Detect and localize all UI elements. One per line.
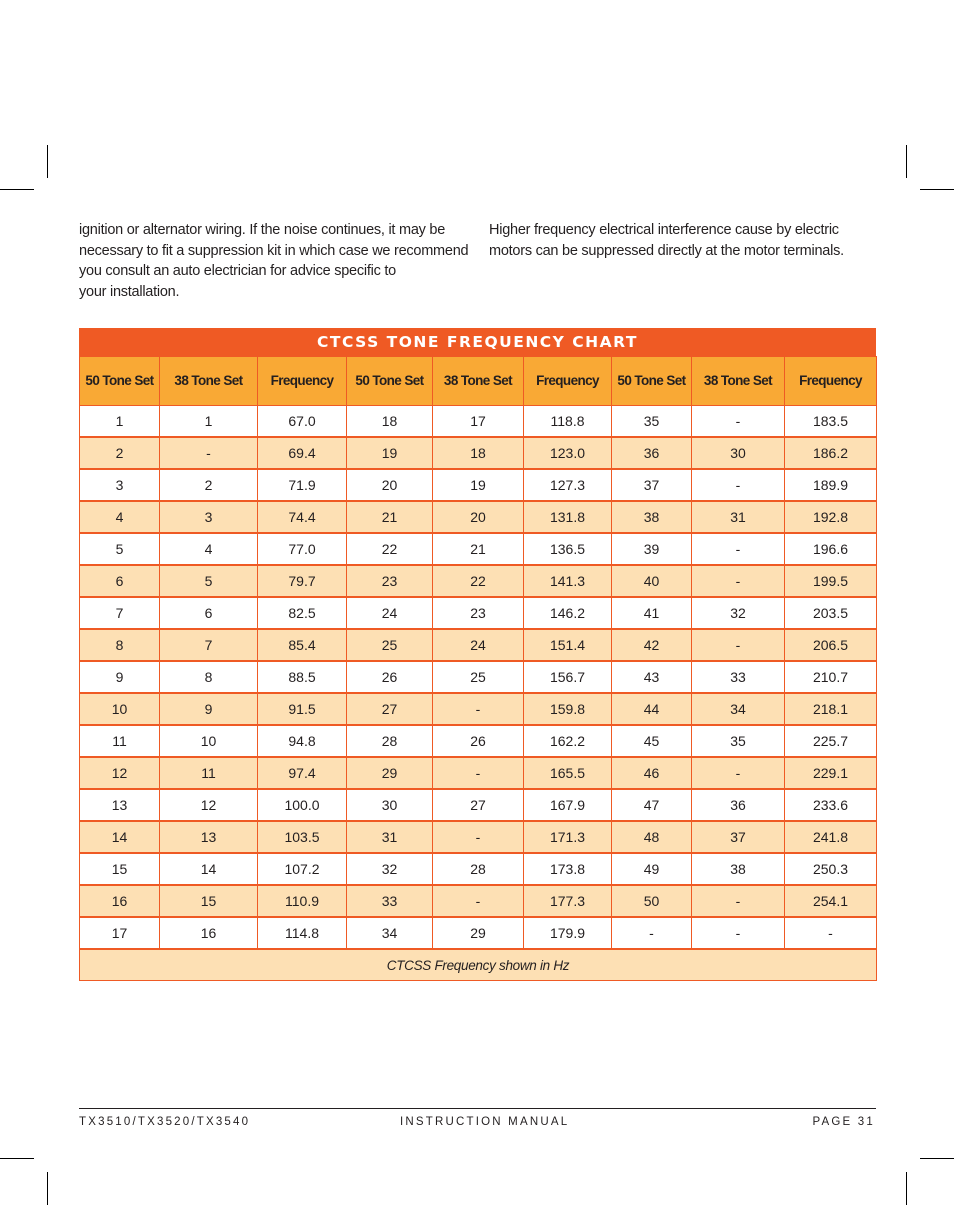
table-header-row bbox=[80, 357, 877, 406]
table-cell: 3 bbox=[80, 469, 160, 501]
crop-mark bbox=[906, 1172, 907, 1205]
table-cell: 7 bbox=[160, 629, 258, 661]
table-footnote-row bbox=[80, 949, 877, 981]
column-header: 38 Tone Set bbox=[692, 357, 785, 406]
table-cell: 165.5 bbox=[524, 757, 612, 789]
table-cell: 27 bbox=[347, 693, 433, 725]
table-cell: 28 bbox=[433, 853, 524, 885]
text-line: ignition or alternator wiring. If the noise continues, it may be bbox=[79, 222, 446, 238]
table-cell: 123.0 bbox=[524, 437, 612, 469]
table-cell: 159.8 bbox=[524, 693, 612, 725]
table-cell: 22 bbox=[433, 565, 524, 597]
table-footnote: CTCSS Frequency shown in Hz bbox=[80, 949, 877, 981]
table-cell: 100.0 bbox=[258, 789, 347, 821]
table-row bbox=[80, 501, 877, 533]
table-cell: - bbox=[692, 565, 785, 597]
table-cell: - bbox=[433, 757, 524, 789]
table-cell: 21 bbox=[433, 533, 524, 565]
crop-mark bbox=[906, 145, 907, 178]
table-cell: 114.8 bbox=[258, 917, 347, 949]
table-row bbox=[80, 565, 877, 597]
table-cell: 12 bbox=[160, 789, 258, 821]
table-cell: 47 bbox=[612, 789, 692, 821]
table-cell: 23 bbox=[347, 565, 433, 597]
table-cell: 38 bbox=[692, 853, 785, 885]
table-cell: 177.3 bbox=[524, 885, 612, 917]
table-cell: - bbox=[692, 757, 785, 789]
table-cell: 31 bbox=[347, 821, 433, 853]
table-cell: 189.9 bbox=[785, 469, 877, 501]
table-cell: 45 bbox=[612, 725, 692, 757]
column-header: 38 Tone Set bbox=[160, 357, 258, 406]
table-cell: 28 bbox=[347, 725, 433, 757]
table-cell: 44 bbox=[612, 693, 692, 725]
table-cell: 229.1 bbox=[785, 757, 877, 789]
column-header: 50 Tone Set bbox=[612, 357, 692, 406]
table-row bbox=[80, 757, 877, 789]
table-cell: 2 bbox=[160, 469, 258, 501]
table-cell: 88.5 bbox=[258, 661, 347, 693]
table-cell: 71.9 bbox=[258, 469, 347, 501]
table-cell: 38 bbox=[612, 501, 692, 533]
table-row bbox=[80, 885, 877, 917]
table-cell: 77.0 bbox=[258, 533, 347, 565]
table-row bbox=[80, 853, 877, 885]
table-cell: 254.1 bbox=[785, 885, 877, 917]
table-cell: 25 bbox=[347, 629, 433, 661]
table-cell: 162.2 bbox=[524, 725, 612, 757]
table-cell: 14 bbox=[80, 821, 160, 853]
table-cell: - bbox=[692, 406, 785, 438]
table-cell: 2 bbox=[80, 437, 160, 469]
table-cell: 203.5 bbox=[785, 597, 877, 629]
table-cell: 40 bbox=[612, 565, 692, 597]
table-cell: 233.6 bbox=[785, 789, 877, 821]
table-cell: 94.8 bbox=[258, 725, 347, 757]
table-cell: - bbox=[692, 629, 785, 661]
footer-rule bbox=[79, 1108, 876, 1109]
table-cell: 23 bbox=[433, 597, 524, 629]
table-row bbox=[80, 661, 877, 693]
column-header: 38 Tone Set bbox=[433, 357, 524, 406]
table-cell: - bbox=[785, 917, 877, 949]
table-cell: 37 bbox=[692, 821, 785, 853]
crop-mark bbox=[47, 145, 48, 178]
ctcss-frequency-table bbox=[79, 356, 877, 981]
column-header: 50 Tone Set bbox=[347, 357, 433, 406]
text-line: motors can be suppressed directly at the motor terminals. bbox=[489, 242, 844, 259]
table-cell: 199.5 bbox=[785, 565, 877, 597]
table-cell: 11 bbox=[160, 757, 258, 789]
table-cell: 26 bbox=[433, 725, 524, 757]
table-cell: 16 bbox=[160, 917, 258, 949]
table-row bbox=[80, 821, 877, 853]
table-cell: 49 bbox=[612, 853, 692, 885]
table-cell: 127.3 bbox=[524, 469, 612, 501]
table-row bbox=[80, 789, 877, 821]
table-cell: 31 bbox=[692, 501, 785, 533]
table-cell: 36 bbox=[612, 437, 692, 469]
table-cell: 85.4 bbox=[258, 629, 347, 661]
table-cell: 8 bbox=[160, 661, 258, 693]
column-header: 50 Tone Set bbox=[80, 357, 160, 406]
table-cell: 35 bbox=[612, 406, 692, 438]
table-cell: 91.5 bbox=[258, 693, 347, 725]
table-cell: 24 bbox=[433, 629, 524, 661]
table-cell: 151.4 bbox=[524, 629, 612, 661]
table-cell: 8 bbox=[80, 629, 160, 661]
table-cell: 183.5 bbox=[785, 406, 877, 438]
table-cell: 29 bbox=[347, 757, 433, 789]
table-cell: 13 bbox=[160, 821, 258, 853]
table-cell: 173.8 bbox=[524, 853, 612, 885]
table-cell: 250.3 bbox=[785, 853, 877, 885]
table-cell: - bbox=[692, 469, 785, 501]
column-header: Frequency bbox=[785, 357, 877, 406]
table-cell: 36 bbox=[692, 789, 785, 821]
table-row bbox=[80, 437, 877, 469]
table-cell: - bbox=[612, 917, 692, 949]
column-header: Frequency bbox=[524, 357, 612, 406]
table-cell: 210.7 bbox=[785, 661, 877, 693]
footer-page-number: PAGE 31 bbox=[812, 1116, 875, 1128]
table-cell: 30 bbox=[347, 789, 433, 821]
table-cell: 74.4 bbox=[258, 501, 347, 533]
table-cell: 6 bbox=[160, 597, 258, 629]
footer-model: TX3510/TX3520/TX3540 bbox=[79, 1116, 251, 1128]
table-cell: 10 bbox=[160, 725, 258, 757]
table-cell: 1 bbox=[160, 406, 258, 438]
table-cell: 167.9 bbox=[524, 789, 612, 821]
table-cell: 14 bbox=[160, 853, 258, 885]
table-cell: 19 bbox=[347, 437, 433, 469]
footer-manual-title: INSTRUCTION MANUAL bbox=[400, 1116, 570, 1128]
table-cell: - bbox=[433, 821, 524, 853]
table-cell: 4 bbox=[160, 533, 258, 565]
table-cell: 5 bbox=[160, 565, 258, 597]
table-cell: 10 bbox=[80, 693, 160, 725]
table-cell: 196.6 bbox=[785, 533, 877, 565]
table-cell: 34 bbox=[347, 917, 433, 949]
table-cell: 79.7 bbox=[258, 565, 347, 597]
table-cell: 18 bbox=[347, 406, 433, 438]
table-cell: 26 bbox=[347, 661, 433, 693]
chart-title: CTCSS TONE FREQUENCY CHART bbox=[79, 328, 876, 356]
table-cell: 9 bbox=[80, 661, 160, 693]
table-cell: 225.7 bbox=[785, 725, 877, 757]
table-cell: 24 bbox=[347, 597, 433, 629]
table-cell: 15 bbox=[160, 885, 258, 917]
table-cell: 41 bbox=[612, 597, 692, 629]
crop-mark bbox=[0, 189, 34, 190]
table-cell: 141.3 bbox=[524, 565, 612, 597]
text-line: Higher frequency electrical interference cause by electric bbox=[489, 222, 839, 238]
table-cell: 4 bbox=[80, 501, 160, 533]
table-cell: 179.9 bbox=[524, 917, 612, 949]
table-cell: 69.4 bbox=[258, 437, 347, 469]
table-cell: 206.5 bbox=[785, 629, 877, 661]
table-cell: 136.5 bbox=[524, 533, 612, 565]
table-row bbox=[80, 469, 877, 501]
table-cell: - bbox=[692, 917, 785, 949]
table-cell: 186.2 bbox=[785, 437, 877, 469]
table-cell: 32 bbox=[347, 853, 433, 885]
table-body bbox=[80, 406, 877, 950]
table-cell: 146.2 bbox=[524, 597, 612, 629]
table-row bbox=[80, 629, 877, 661]
table-cell: 9 bbox=[160, 693, 258, 725]
column-header: Frequency bbox=[258, 357, 347, 406]
table-cell: 30 bbox=[692, 437, 785, 469]
table-cell: 131.8 bbox=[524, 501, 612, 533]
table-cell: 1 bbox=[80, 406, 160, 438]
table-row bbox=[80, 725, 877, 757]
table-row bbox=[80, 917, 877, 949]
table-cell: 156.7 bbox=[524, 661, 612, 693]
table-cell: 3 bbox=[160, 501, 258, 533]
text-line: you consult an auto electrician for advice specific to bbox=[79, 263, 396, 279]
table-cell: 218.1 bbox=[785, 693, 877, 725]
table-cell: 171.3 bbox=[524, 821, 612, 853]
table-cell: 118.8 bbox=[524, 406, 612, 438]
table-cell: 50 bbox=[612, 885, 692, 917]
table-cell: 20 bbox=[433, 501, 524, 533]
table-cell: 25 bbox=[433, 661, 524, 693]
table-cell: 18 bbox=[433, 437, 524, 469]
table-cell: 107.2 bbox=[258, 853, 347, 885]
table-cell: - bbox=[692, 885, 785, 917]
text-line: your installation. bbox=[79, 283, 180, 300]
table-cell: 48 bbox=[612, 821, 692, 853]
table-cell: 97.4 bbox=[258, 757, 347, 789]
table-cell: 241.8 bbox=[785, 821, 877, 853]
table-cell: 110.9 bbox=[258, 885, 347, 917]
table-cell: 192.8 bbox=[785, 501, 877, 533]
body-paragraph-left bbox=[79, 220, 469, 302]
table-cell: 16 bbox=[80, 885, 160, 917]
table-cell: 103.5 bbox=[258, 821, 347, 853]
table-cell: 5 bbox=[80, 533, 160, 565]
table-cell: 39 bbox=[612, 533, 692, 565]
table-cell: - bbox=[160, 437, 258, 469]
crop-mark bbox=[920, 189, 954, 190]
table-cell: 34 bbox=[692, 693, 785, 725]
table-cell: 7 bbox=[80, 597, 160, 629]
table-cell: - bbox=[433, 693, 524, 725]
table-cell: 19 bbox=[433, 469, 524, 501]
crop-mark bbox=[0, 1158, 34, 1159]
table-cell: 17 bbox=[80, 917, 160, 949]
table-cell: 37 bbox=[612, 469, 692, 501]
table-cell: 82.5 bbox=[258, 597, 347, 629]
table-cell: 15 bbox=[80, 853, 160, 885]
table-cell: 13 bbox=[80, 789, 160, 821]
table-row bbox=[80, 597, 877, 629]
text-line: necessary to fit a suppression kit in which case we recommend bbox=[79, 242, 469, 259]
table-row bbox=[80, 406, 877, 438]
table-cell: - bbox=[433, 885, 524, 917]
table-cell: 20 bbox=[347, 469, 433, 501]
crop-mark bbox=[47, 1172, 48, 1205]
table-cell: 11 bbox=[80, 725, 160, 757]
table-cell: 42 bbox=[612, 629, 692, 661]
table-cell: 21 bbox=[347, 501, 433, 533]
table-cell: 27 bbox=[433, 789, 524, 821]
table-cell: 29 bbox=[433, 917, 524, 949]
table-cell: 33 bbox=[347, 885, 433, 917]
table-cell: 33 bbox=[692, 661, 785, 693]
table-cell: 46 bbox=[612, 757, 692, 789]
table-cell: 67.0 bbox=[258, 406, 347, 438]
table-row bbox=[80, 693, 877, 725]
table-cell: 43 bbox=[612, 661, 692, 693]
crop-mark bbox=[920, 1158, 954, 1159]
table-cell: 17 bbox=[433, 406, 524, 438]
table-cell: 12 bbox=[80, 757, 160, 789]
table-cell: - bbox=[692, 533, 785, 565]
table-cell: 22 bbox=[347, 533, 433, 565]
table-cell: 32 bbox=[692, 597, 785, 629]
table-cell: 6 bbox=[80, 565, 160, 597]
body-paragraph-right bbox=[489, 220, 859, 261]
table-cell: 35 bbox=[692, 725, 785, 757]
table-row bbox=[80, 533, 877, 565]
